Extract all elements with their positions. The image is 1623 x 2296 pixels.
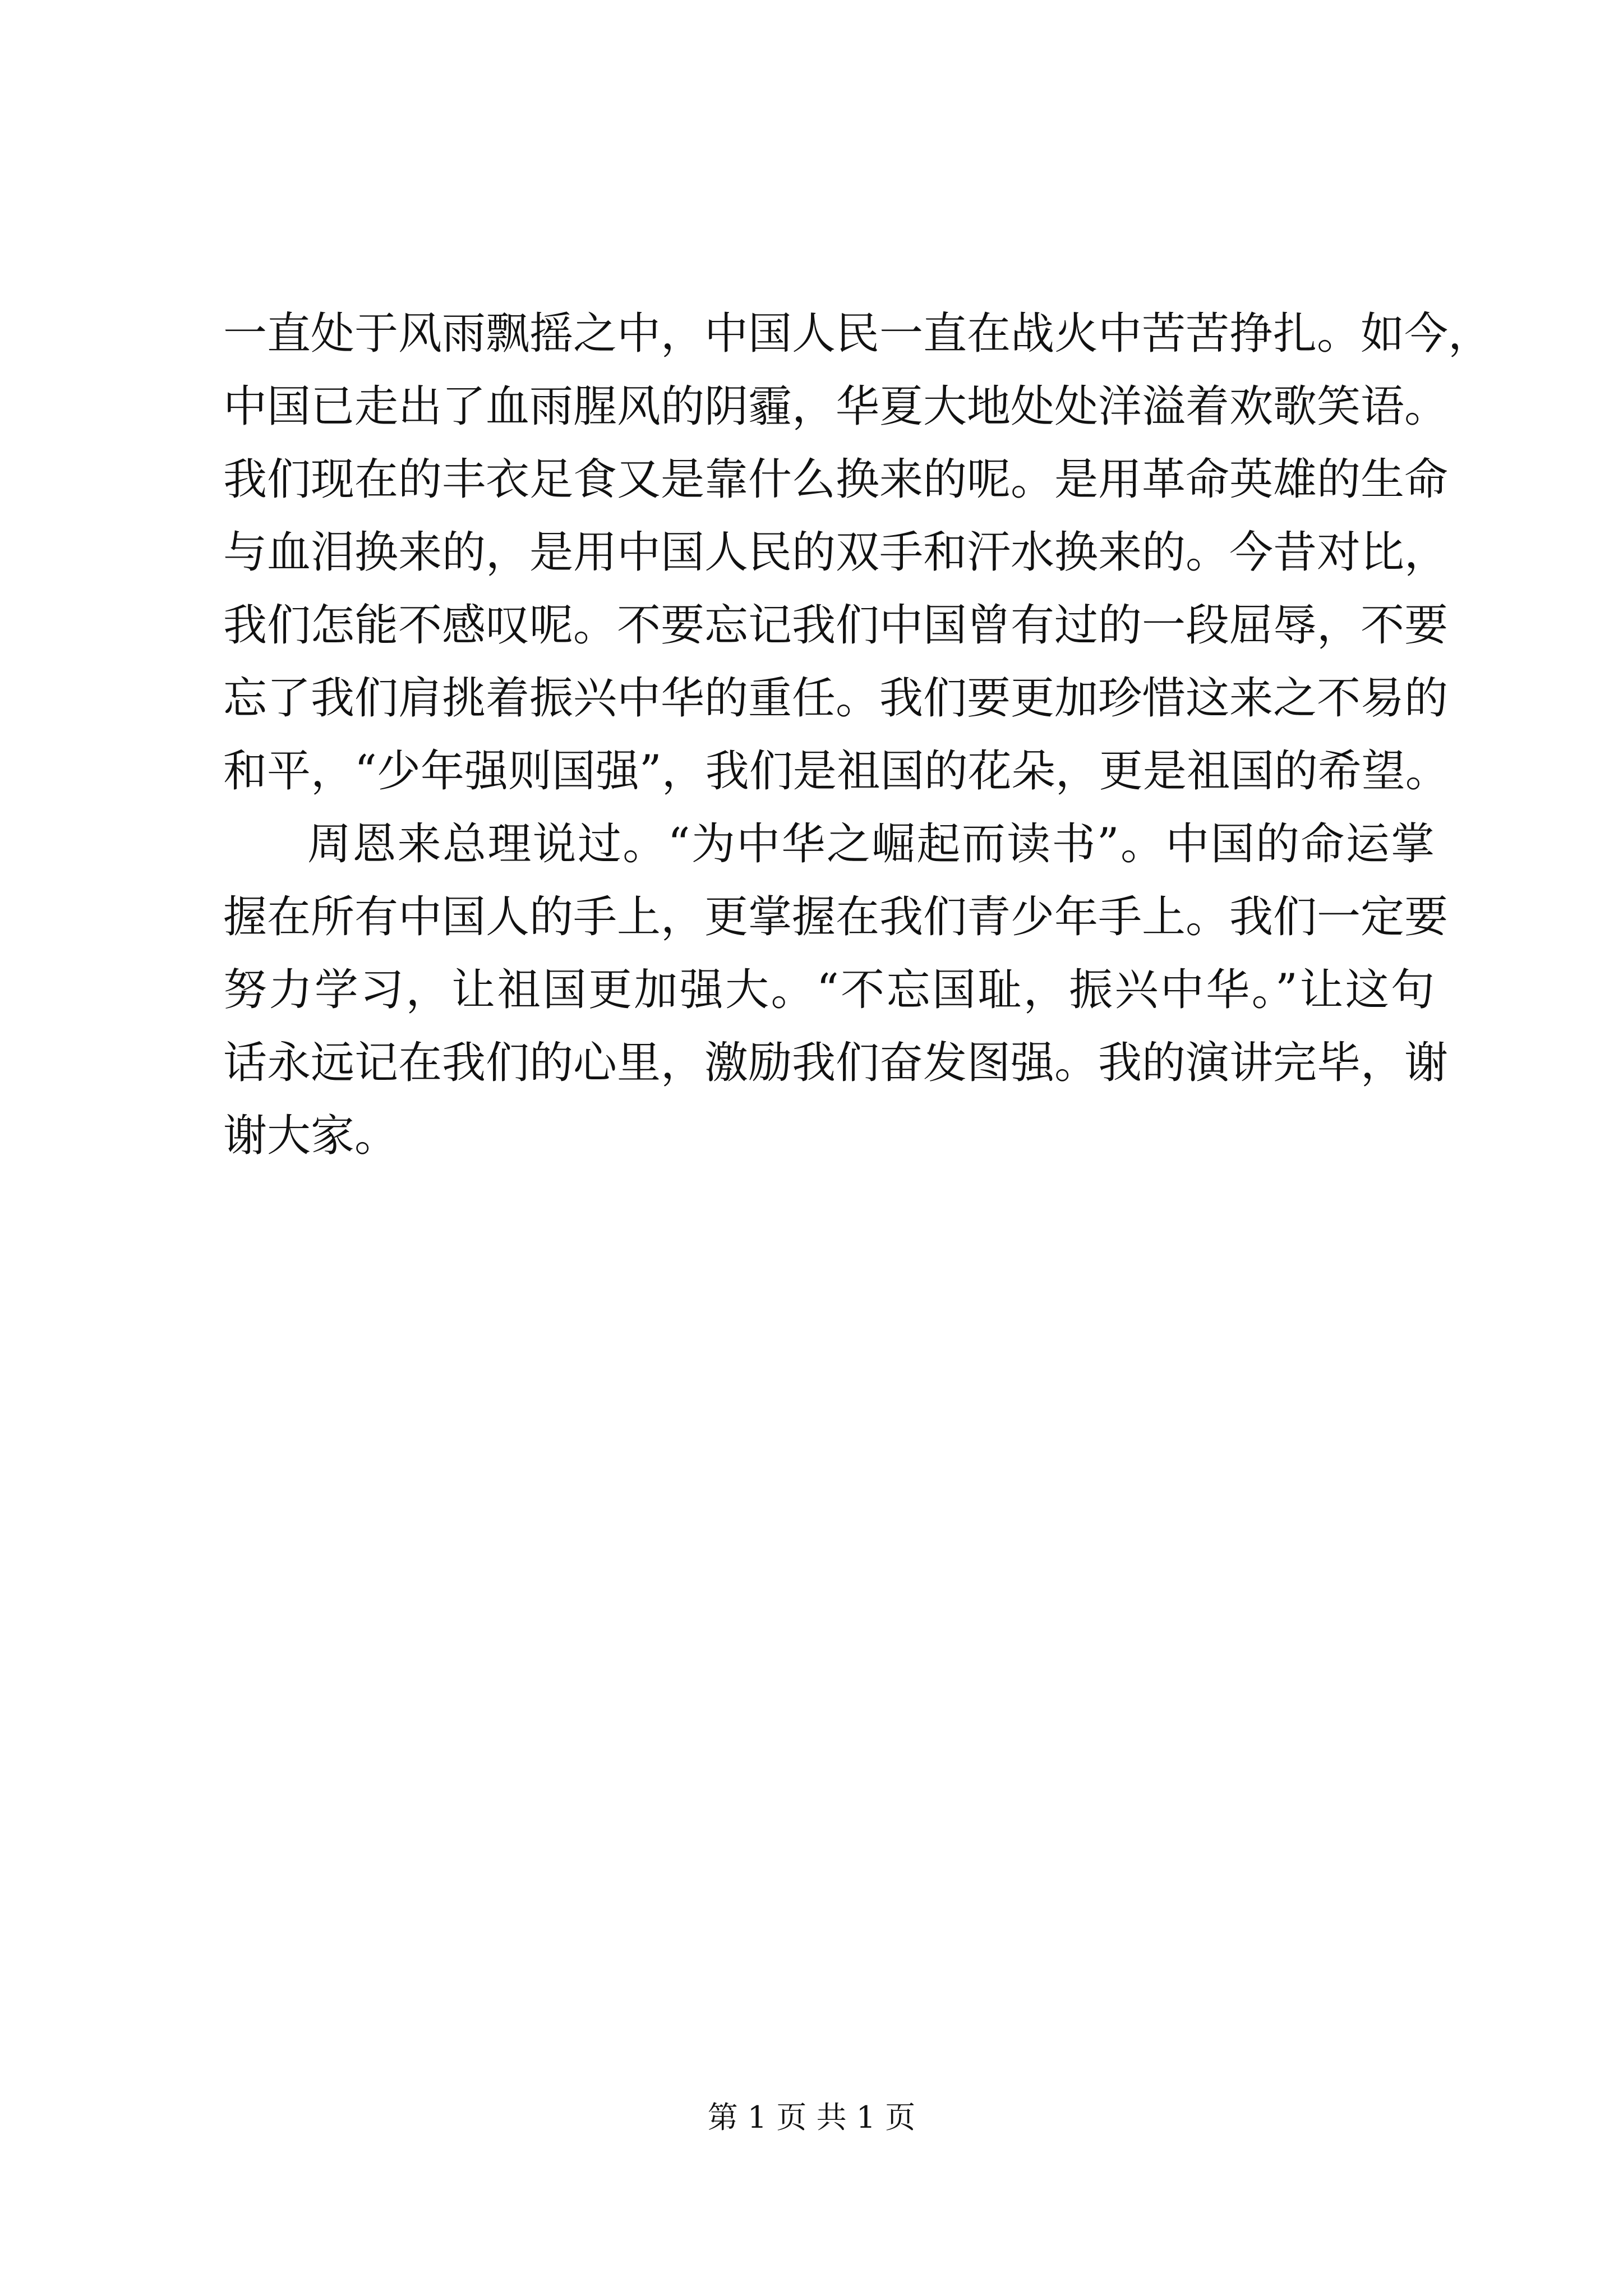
text-line: 忘了我们肩挑着振兴中华的重任。我们要更加珍惜这来之不易的	[223, 673, 1449, 724]
text-line: 周恩来总理说过。“为中华之崛起而读书”。中国的命运掌	[307, 819, 1435, 869]
text-line: 我们怎能不感叹呢。不要忘记我们中国曾有过的一段屈辱，不要	[223, 600, 1449, 651]
text-line: 和平，“少年强则国强”，我们是祖国的花朵，更是祖国的希望。	[223, 746, 1449, 797]
text-line: 与血泪换来的，是用中国人民的双手和汗水换来的。今昔对比，	[223, 527, 1449, 578]
text-line: 我们现在的丰衣足食又是靠什么换来的呢。是用革命英雄的生命	[223, 454, 1449, 505]
text-line: 话永远记在我们的心里，激励我们奋发图强。我的演讲完毕，谢	[223, 1038, 1449, 1088]
text-line: 谢大家。	[223, 1111, 399, 1161]
text-line: 握在所有中国人的手上，更掌握在我们青少年手上。我们一定要	[223, 892, 1449, 942]
text-line: 努力学习，让祖国更加强大。“不忘国耻，振兴中华。”让这句	[223, 965, 1435, 1015]
page-number-footer: 第 1 页 共 1 页	[707, 2100, 916, 2135]
text-line: 一直处于风雨飘摇之中，中国人民一直在战火中苦苦挣扎。如今，	[223, 309, 1492, 359]
text-line: 中国已走出了血雨腥风的阴霾，华夏大地处处洋溢着欢歌笑语。	[223, 381, 1449, 432]
